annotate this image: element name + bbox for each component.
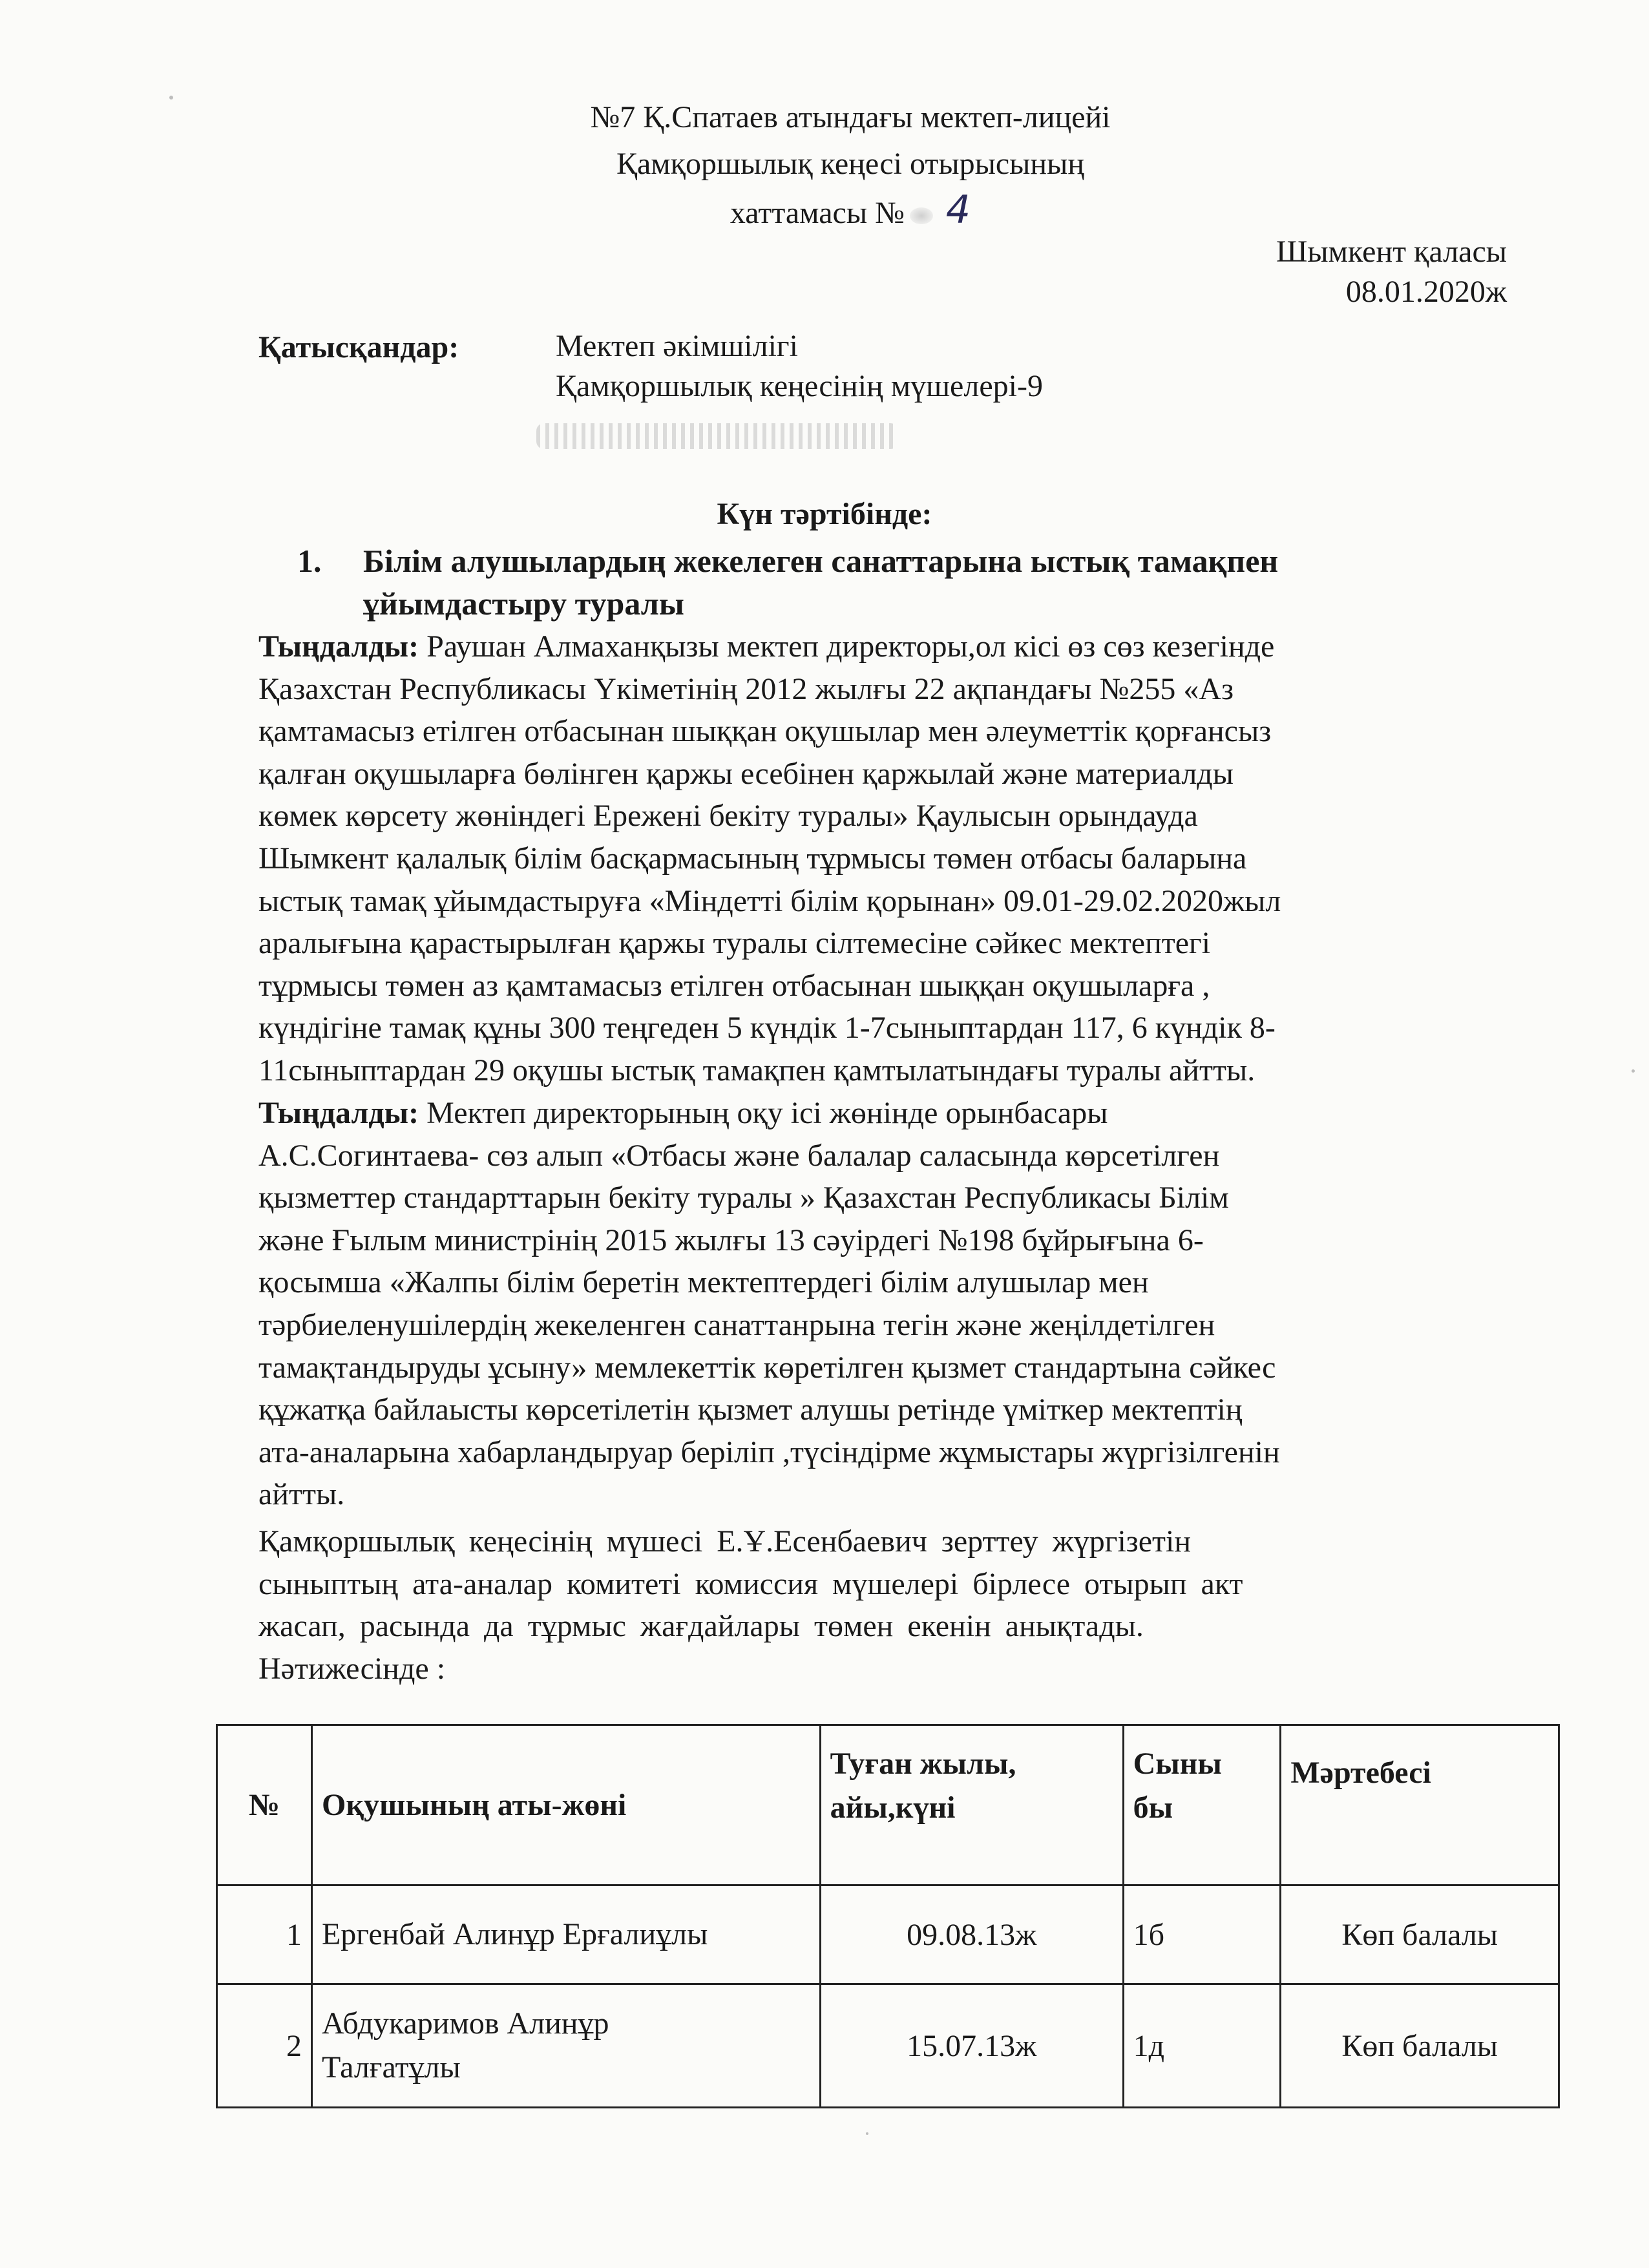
paragraph-line: сыныптың ата-аналар комитеті комиссия мүшелері бірлесе отырып акт (258, 1566, 1243, 1601)
paragraph-line: қосымша «Жалпы білім беретін мектептердегі білім алушылар мен (258, 1265, 1149, 1300)
cell-name-line: Талғатұлы (321, 2050, 461, 2084)
listened-section-1 (258, 625, 1525, 1092)
paragraph-line: қалған оқушыларға бөлінген қаржы есебінен қаржылай және материалды (258, 756, 1234, 791)
participant-item: Мектеп әкімшілігі (556, 329, 798, 363)
listened-section-2 (258, 1092, 1525, 1516)
paragraph-line: Мектеп директорының оқу ісі жөнінде орынбасары (419, 1096, 1108, 1130)
participant-item: Қамқоршылық кеңесінің мүшелері-9 (556, 369, 1043, 403)
cell-name-line: Абдукаримов Алинұр (321, 2006, 609, 2041)
paragraph-line: қызметтер стандарттарын бекіту туралы » Қазахстан Республикасы Білім (258, 1181, 1229, 1215)
cell-status: Көп балалы (1281, 1984, 1559, 2108)
paragraph-line: тұрмысы төмен аз қамтамасыз етілген отбасынан шыққан оқушыларға , (258, 968, 1210, 1003)
school-name: №7 Қ.Спатаев атындағы мектеп-лицейі (590, 100, 1111, 134)
paragraph-line: ата-аналарына хабарландыруар беріліп ,түсіндірме жұмыстары жүргізілгенін (258, 1434, 1280, 1469)
faded-stamp-mark (536, 423, 898, 449)
header-status: Мәртебесі (1281, 1725, 1559, 1885)
listened-label: Тыңдалды: (258, 1096, 419, 1130)
council-name: Қамқоршылық кеңесі отырысының (616, 147, 1085, 181)
paragraph-line: жасап, расында да тұрмыс жағдайлары төмен екенін анықтады. (258, 1609, 1144, 1644)
paragraph-line: қамтамасыз етілген отбасынан шыққан оқушылар мен әлеуметтік қорғансыз (258, 714, 1272, 749)
cell-class: 1д (1123, 1984, 1281, 2108)
council-section (258, 1520, 1525, 1690)
paragraph-line: Қамқоршылық кеңесінің мүшесі Е.Ұ.Есенбаевич зерттеу жүргізетін (258, 1524, 1192, 1559)
cell-birth: 09.08.13ж (820, 1885, 1123, 1984)
city: Шымкент қаласы (1276, 235, 1507, 269)
paragraph-line: аралығына қарастырылған қаржы туралы сілтемесіне сәйкес мектептегі (258, 926, 1211, 961)
ink-smudge (910, 207, 933, 224)
paragraph-line: Қазахстан Республикасы Үкіметінің 2012 жылғы 22 ақпандағы №255 «Аз (258, 671, 1234, 706)
cell-class: 1б (1123, 1885, 1281, 1984)
protocol-number: 4 (945, 187, 971, 233)
date: 08.01.2020ж (1345, 275, 1507, 309)
table-row (217, 1885, 1559, 1984)
header-birth-line: айы,күні (830, 1790, 956, 1825)
header-class (1123, 1725, 1281, 1885)
cell-name: Ергенбай Алинұр Ерғалиұлы (311, 1885, 820, 1984)
paragraph-line: күндігіне тамақ құны 300 теңгеден 5 күндік 1-7сыныптардан 117, 6 күндік 8- (258, 1011, 1276, 1045)
header-class-line: бы (1133, 1790, 1173, 1825)
paragraph-line: Шымкент қалалық білім басқармасының тұрмысы төмен отбасы баларына (258, 841, 1247, 876)
paragraph-line: тәрбиеленушілердің жекеленген санаттанрына тегін және жеңілдетілген (258, 1307, 1215, 1342)
agenda-item-text (363, 540, 1500, 625)
scan-speck (866, 2132, 868, 2135)
scan-speck (169, 96, 173, 100)
agenda-item-line: ұйымдастыру туралы (363, 585, 684, 622)
paragraph-line: және Ғылым министрінің 2015 жылғы 13 сәуірдегі №198 бұйрығына 6- (258, 1223, 1204, 1257)
cell-num: 2 (217, 1984, 312, 2108)
table-row (217, 1984, 1559, 2108)
paragraph-line: айтты. (258, 1477, 345, 1512)
header-birth-line: Туған жылы, (830, 1747, 1016, 1781)
listened-label: Тыңдалды: (258, 629, 419, 664)
students-table (216, 1724, 1560, 2108)
cell-status: Көп балалы (1281, 1885, 1559, 1984)
protocol-label: хаттамасы № (730, 196, 905, 230)
header-birth (820, 1725, 1123, 1885)
header-name: Оқушының аты-жөні (311, 1725, 820, 1885)
agenda-item-number: 1. (297, 543, 322, 579)
cell-num: 1 (217, 1885, 312, 1984)
paragraph-line: А.С.Согинтаева- сөз алып «Отбасы және балалар саласында көрсетілген (258, 1138, 1220, 1173)
result-label: Нәтижесінде : (258, 1651, 446, 1686)
header-class-line: Сыны (1133, 1747, 1222, 1781)
paragraph-line: тамақтандыруды ұсыну» мемлекеттік көретілген қызмет стандартына сәйкес (258, 1350, 1276, 1385)
paragraph-line: көмек көрсету жөніндегі Ережені бекіту туралы» Қаулысын орындауда (258, 799, 1198, 834)
cell-birth: 15.07.13ж (820, 1984, 1123, 2108)
cell-name (311, 1984, 820, 2108)
table-header-row (217, 1725, 1559, 1885)
participants-label: Қатысқандар: (258, 330, 459, 364)
scan-speck (1632, 1069, 1635, 1073)
paragraph-line: Раушан Алмаханқызы мектеп директоры,ол кісі өз сөз кезегінде (419, 629, 1275, 664)
paragraph-line: ыстық тамақ ұйымдастыруға «Міндетті білім қорынан» 09.01-29.02.2020жыл (258, 883, 1281, 918)
agenda-title: Күн тәртібінде: (717, 497, 932, 531)
header-num: № (217, 1725, 312, 1885)
agenda-item-line: Білім алушылардың жекелеген санаттарына ыстық тамақпен (363, 543, 1279, 579)
paragraph-line: құжатқа байлаысты көрсетілетін қызмет алушы ретінде үміткер мектептің (258, 1392, 1243, 1427)
paragraph-line: 11сыныптардан 29 оқушы ыстық тамақпен қамтылатындағы туралы айтты. (258, 1053, 1255, 1087)
protocol-title (26, 189, 1649, 234)
